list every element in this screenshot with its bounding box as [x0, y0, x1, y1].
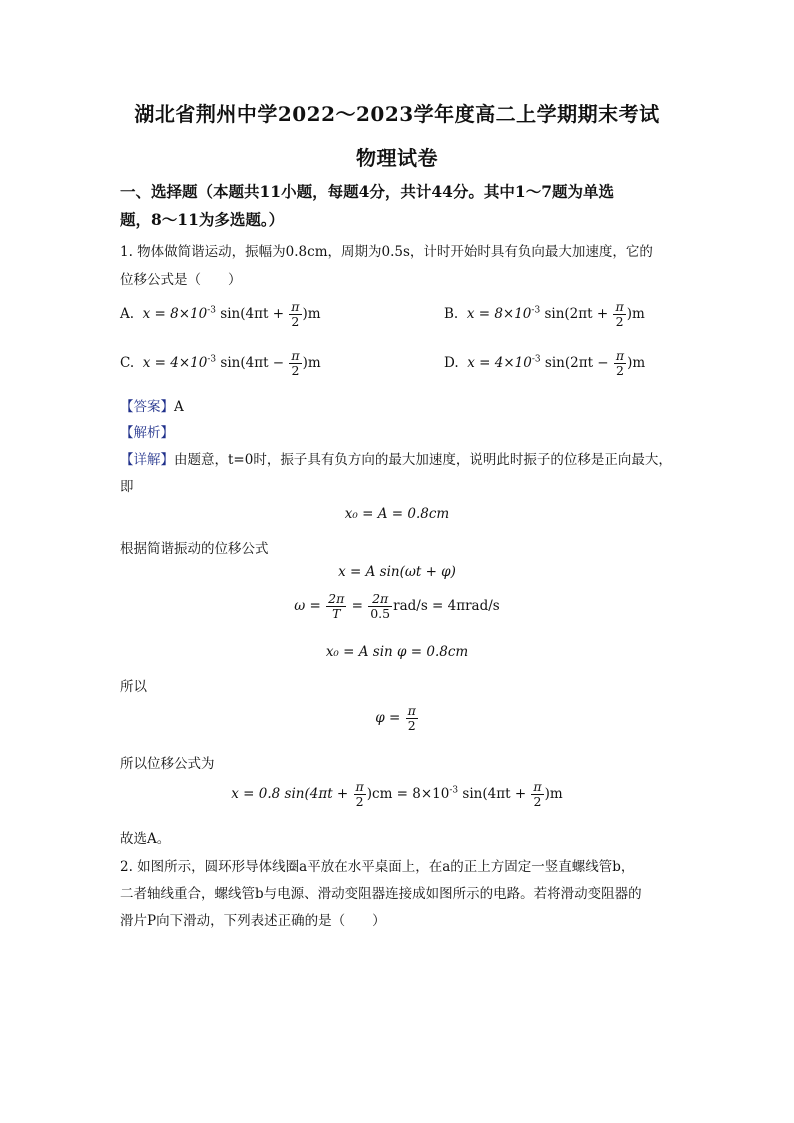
- option-label: D.: [444, 355, 459, 371]
- detail-tag: 【详解】: [120, 452, 174, 468]
- q1-stem-line1: 1. 物体做简谐运动，振幅为0.8cm，周期为0.5s，计时开始时具有负向最大加速度，它的: [120, 244, 653, 260]
- exam-subtitle: 物理试卷: [356, 146, 438, 170]
- option-fraction: $\frac{\pi}{2}$: [291, 348, 300, 378]
- omega-fraction-1: $\frac{2\pi}{T}$: [328, 591, 345, 621]
- section-heading-line2: 题，8～11为多选题。）: [120, 210, 285, 229]
- option-mid: sin(4πt −: [216, 355, 289, 371]
- final-fraction-1: $\frac{\pi}{2}$: [355, 779, 364, 809]
- detail-text: 由题意，t=0时，振子具有负方向的最大加速度，说明此时振子的位移是正向最大，: [174, 452, 672, 468]
- answer-tag: 【答案】: [120, 399, 174, 415]
- option-end: )m: [302, 355, 321, 371]
- option-exp: -3: [531, 354, 541, 365]
- equation-omega: ω = $\frac{2\pi}{T}$ = $\frac{2\pi}{0.5}$ rad/s = 4πrad/s: [294, 591, 500, 621]
- q1-option-d: [444, 349, 645, 378]
- option-coef: x = 4×10: [142, 355, 208, 371]
- option-exp: -3: [207, 354, 217, 365]
- option-fraction: $\frac{\pi}{2}$: [615, 299, 624, 329]
- q1-option-a: [120, 300, 321, 329]
- q1-stem-line2: 位移公式是（ ）: [120, 272, 242, 288]
- option-label: A.: [120, 306, 135, 322]
- so-text-2: 所以位移公式为: [120, 756, 215, 772]
- equation-phi: φ = $\frac{\pi}{2}$: [375, 703, 416, 733]
- option-end: )m: [626, 306, 645, 322]
- option-exp: -3: [207, 305, 217, 316]
- q2-stem-line2: 二者轴线重合，螺线管b与电源、滑动变阻器连接成如图所示的电路。若将滑动变阻器的: [120, 886, 642, 902]
- q1-detail-line1: [120, 448, 672, 468]
- final-fraction-2: $\frac{\pi}{2}$: [533, 779, 542, 809]
- equation-final: x = 0.8 sin(4πt + $\frac{\pi}{2}$ )$cm = 8\times 10^{-3}$ sin(4πt + $\frac{\pi}{2}$ )m: [231, 779, 563, 809]
- q1-option-b: [444, 300, 645, 329]
- exam-title: 湖北省荆州中学2022～2023学年度高二上学期期末考试: [134, 102, 660, 126]
- q1-analysis-tag: 【解析】: [120, 425, 174, 441]
- option-label: C.: [120, 355, 135, 371]
- option-label: B.: [444, 306, 459, 322]
- omega-fraction-2: $\frac{2\pi}{0.5}$: [370, 591, 391, 621]
- section-heading-line1: 一、选择题（本题共11小题，每题4分，共计44分。其中1～7题为单选: [120, 182, 614, 201]
- so-text-1: 所以: [120, 679, 147, 695]
- phi-fraction: $\frac{\pi}{2}$: [407, 703, 416, 733]
- option-end: )m: [302, 306, 321, 322]
- equation-x0-sin: x₀ = A sin φ = 0.8cm: [325, 644, 469, 660]
- option-fraction: $\frac{\pi}{2}$: [615, 348, 625, 378]
- q1-answer: [120, 395, 184, 415]
- section-heading: [120, 178, 680, 234]
- q2-stem-line3: 滑片P向下滑动，下列表述正确的是（ ）: [120, 913, 386, 929]
- option-fraction: $\frac{\pi}{2}$: [291, 299, 300, 329]
- option-coef: x = 8×10: [466, 306, 532, 322]
- equation-x0: x₀ = A = 0.8cm: [344, 506, 450, 522]
- option-mid: sin(2πt −: [540, 355, 613, 371]
- option-mid: sin(4πt +: [216, 306, 289, 322]
- equation-general: x = A sin(ωt + φ): [338, 564, 456, 580]
- q1-detail-line2: 即: [120, 479, 134, 495]
- q1-option-c: [120, 349, 321, 378]
- option-coef: x = 8×10: [142, 306, 208, 322]
- q2-stem-line1: 2. 如图所示，圆环形导体线圈a平放在水平桌面上，在a的正上方固定一竖直螺线管b，: [120, 859, 635, 875]
- q1-conclusion: 故选A。: [120, 831, 171, 847]
- option-coef: x = 4×10: [467, 355, 532, 371]
- answer-value: A: [174, 399, 184, 415]
- formula-intro-text: 根据简谐振动的位移公式: [120, 541, 269, 557]
- option-exp: -3: [531, 305, 541, 316]
- option-mid: sin(2πt +: [540, 306, 613, 322]
- option-end: )m: [627, 355, 646, 371]
